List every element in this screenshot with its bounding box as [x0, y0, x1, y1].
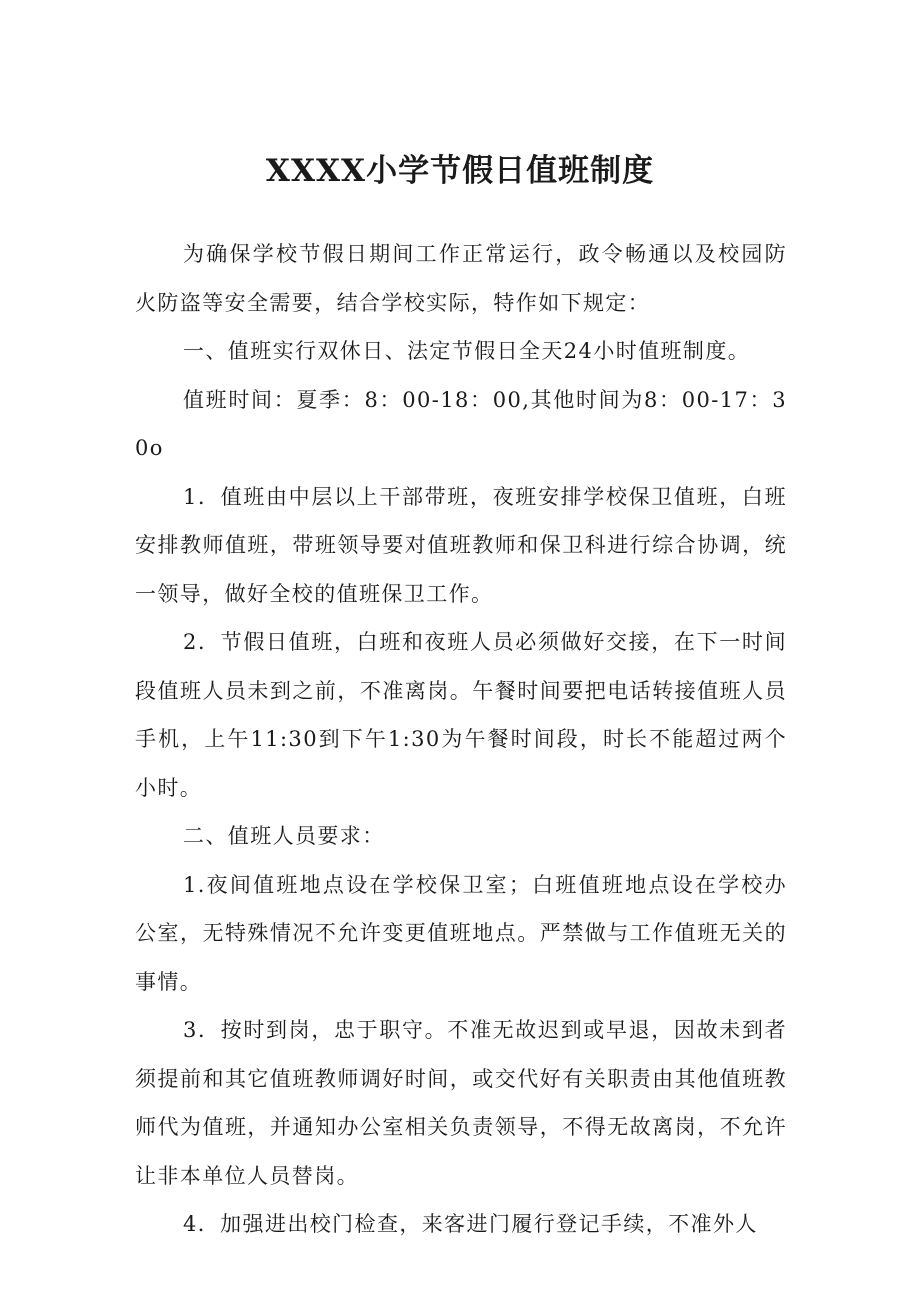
paragraph-duty-hours: 值班时间：夏季：8：00-18：00,其他时间为8：00-17：30o — [135, 387, 787, 460]
paragraph-requirement-4: 4．加强进出校门检查，来客进门履行登记手续，不准外人 — [183, 1212, 758, 1236]
document-body — [135, 230, 787, 1249]
paragraph-intro: 为确保学校节假日期间工作正常运行，政令畅通以及校园防火防盗等安全需要，结合学校实际，特作如下规定： — [135, 242, 787, 315]
document-title: XXXX小学节假日值班制度 — [265, 152, 655, 189]
paragraph-requirement-1: 1.夜间值班地点设在学校保卫室；白班值班地点设在学校办公室，无特殊情况不允许变更值班地点。严禁做与工作值班无关的事情。 — [135, 872, 787, 994]
paragraph-section-2: 二、值班人员要求： — [183, 824, 385, 848]
paragraph-item-2: 2．节假日值班，白班和夜班人员必须做好交接，在下一时间段值班人员未到之前，不准离岗。午餐时间要把电话转接值班人员手机，上午11:30到下午1:30为午餐时间段，时长不能超过两个小时。 — [135, 630, 787, 800]
paragraph-item-1: 1．值班由中层以上干部带班，夜班安排学校保卫值班，白班安排教师值班，带班领导要对值班教师和保卫科进行综合协调，统一领导，做好全校的值班保卫工作。 — [135, 484, 787, 606]
paragraph-section-1: 一、值班实行双休日、法定节假日全天24小时值班制度。 — [183, 339, 751, 363]
paragraph-requirement-3: 3．按时到岗，忠于职守。不准无故迟到或早退，因故未到者须提前和其它值班教师调好时间，或交代好有关职责由其他值班教师代为值班，并通知办公室相关负责领导，不得无故离岗，不允许让非本单位人员替岗。 — [135, 1018, 787, 1188]
